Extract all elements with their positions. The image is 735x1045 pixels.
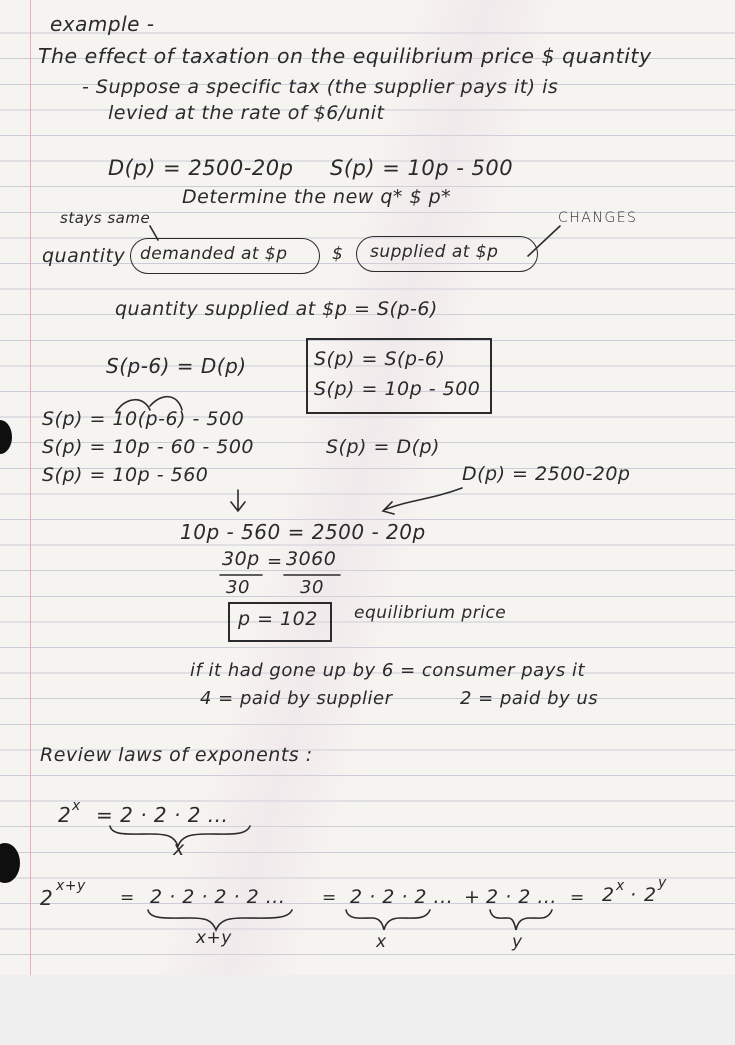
exp1-superscript: x (72, 798, 81, 814)
brace-label-y: y (512, 932, 523, 952)
substitution-arrow-1 (116, 400, 150, 412)
exp2-equals-2: = (322, 888, 337, 908)
boxed-relation-1: S(p) = S(p-6) (314, 348, 446, 370)
brace-exp1 (110, 826, 250, 846)
demanded-at: demanded at $p (140, 244, 288, 264)
changes-note: CHANGES (558, 210, 638, 226)
quantity-supplied-rule: quantity supplied at $p = S(p-6) (115, 298, 438, 320)
supplied-at: supplied at $p (370, 242, 499, 262)
brace-label-x: x (376, 932, 387, 952)
exp1-expansion: = 2 · 2 · 2 ... (96, 803, 229, 827)
tax-note-supplier: 4 = paid by supplier (200, 688, 393, 709)
shift-equation: S(p-6) = D(p) (106, 354, 247, 378)
brace-label-x-plus-y: x+y (196, 928, 232, 948)
stays-same-pointer (150, 226, 158, 240)
determine-line: Determine the new q* $ p* (182, 186, 452, 208)
exp2-expansion: 2 · 2 · 2 · 2 ... (150, 886, 286, 908)
step-1: S(p) = 10(p-6) - 500 (42, 408, 245, 430)
tax-note-1: if it had gone up by 6 = consumer pays it (190, 660, 586, 681)
exp2-result-base-1: 2 (602, 884, 615, 906)
exp2-equals-1: = (120, 888, 135, 908)
exp2-equals-3: = (570, 888, 585, 908)
down-arrow-to-combined (231, 490, 245, 511)
brace-y (490, 910, 552, 930)
fraction-lhs-denominator: 30 (226, 577, 250, 598)
answer: p = 102 (238, 608, 318, 630)
demand-curve-arrow (383, 488, 462, 514)
heading: example - (50, 12, 155, 36)
tax-note-us: 2 = paid by us (460, 688, 599, 709)
supply-function: S(p) = 10p - 500 (330, 156, 514, 180)
exp2-part-x: 2 · 2 · 2 ... (350, 886, 454, 908)
fraction-equals: = (267, 551, 283, 572)
exp2-part-y: 2 · 2 ... (486, 886, 557, 908)
exp2-result-base-2: 2 (644, 884, 657, 906)
combined-equation: 10p - 560 = 2500 - 20p (180, 520, 426, 544)
exp2-result-sup-1: x (616, 878, 625, 894)
quantity-word: quantity (42, 245, 126, 267)
exp2-result-dot: · (630, 884, 637, 906)
exp2-result-sup-2: y (658, 875, 667, 891)
intro-line-2: levied at the rate of $6/unit (108, 102, 385, 124)
answer-label: equilibrium price (354, 603, 507, 623)
fraction-lhs-numerator: 30p (222, 548, 260, 570)
exp2-base: 2 (40, 886, 54, 910)
review-heading: Review laws of exponents : (40, 744, 313, 766)
demand-restated: D(p) = 2500-20p (462, 463, 631, 485)
intro-line-1: - Suppose a specific tax (the supplier pays it) is (82, 76, 559, 98)
exp1-brace-label: x (173, 838, 185, 860)
title: The effect of taxation on the equilibrium price $ quantity (38, 44, 652, 68)
brace-x (346, 910, 430, 930)
fraction-rhs-denominator: 30 (300, 577, 324, 598)
fraction-rhs-numerator: 3060 (286, 548, 337, 570)
exp2-plus: + (464, 886, 481, 908)
boxed-relation-2: S(p) = 10p - 500 (314, 378, 481, 400)
and-sign: $ (332, 244, 344, 264)
s-equals-d: S(p) = D(p) (326, 436, 440, 458)
brace-x-plus-y (148, 910, 292, 930)
substitution-arrow-2 (150, 397, 182, 410)
exp2-superscript: x+y (56, 878, 86, 894)
exp1-base: 2 (58, 803, 72, 827)
stays-same-note: stays same (60, 209, 151, 227)
changes-pointer (528, 226, 560, 256)
step-3: S(p) = 10p - 560 (42, 464, 209, 486)
step-2: S(p) = 10p - 60 - 500 (42, 436, 254, 458)
demand-function: D(p) = 2500-20p (108, 156, 294, 180)
